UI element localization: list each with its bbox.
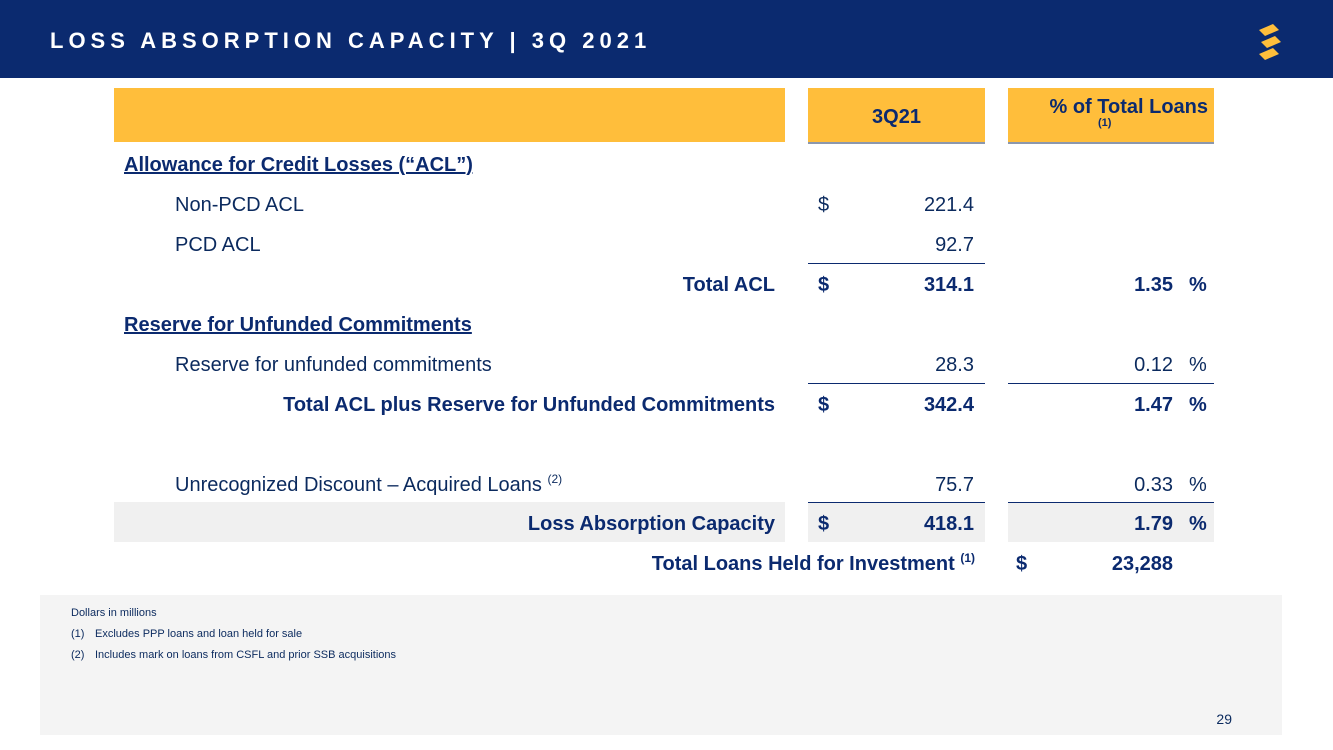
section-heading-acl: Allowance for Credit Losses (“ACL”) xyxy=(124,154,473,176)
row-pct-discount: 0.33 xyxy=(1134,474,1173,496)
row-pct-lac: 1.79 xyxy=(1134,513,1173,535)
column-underline xyxy=(1008,142,1214,144)
row-pct-sign-total-acl: % xyxy=(1189,274,1207,296)
row-pct-sign-lac: % xyxy=(1189,513,1207,535)
table-header-band xyxy=(114,88,785,142)
column-header-3q21: 3Q21 xyxy=(872,106,921,128)
footnote-1-number: (1) xyxy=(71,628,85,640)
header-bar xyxy=(0,0,1333,78)
footnote-1: Excludes PPP loans and loan held for sale xyxy=(95,628,303,640)
row-value-discount: 75.7 xyxy=(935,474,974,496)
row-value-total-reserve: 342.4 xyxy=(923,394,974,416)
row-value-lac: 418.1 xyxy=(923,513,974,535)
row-pct-total-reserve: 1.47 xyxy=(1134,394,1173,416)
subtotal-rule xyxy=(808,263,985,264)
row-label-total-loans-text: Total Loans Held for Investment xyxy=(651,553,955,575)
row-label-total-loans-note: (1) xyxy=(960,551,975,565)
footnote-units: Dollars in millions xyxy=(71,607,157,619)
row-value-non-pcd: 221.4 xyxy=(923,194,974,216)
row-pct-sign-reserve: % xyxy=(1189,354,1207,376)
row-label-lac: Loss Absorption Capacity xyxy=(527,513,775,535)
subtotal-rule xyxy=(1008,502,1214,503)
column-underline xyxy=(808,142,985,144)
row-label-total-loans xyxy=(450,553,975,576)
subtotal-rule xyxy=(808,383,985,384)
row-pct-sign-discount: % xyxy=(1189,474,1207,496)
footnotes-panel xyxy=(40,595,1282,735)
column-header-pct: % of Total Loans xyxy=(1049,96,1208,118)
row-dollar-total-reserve: $ xyxy=(818,394,830,416)
page-title: LOSS ABSORPTION CAPACITY | 3Q 2021 xyxy=(50,28,652,53)
row-label-discount xyxy=(175,474,562,497)
row-pct-reserve: 0.12 xyxy=(1134,354,1173,376)
row-pct-total-acl: 1.35 xyxy=(1134,274,1173,296)
row-dollar-lac: $ xyxy=(818,513,830,535)
subtotal-rule xyxy=(808,502,985,503)
footnote-2-number: (2) xyxy=(71,649,85,661)
row-dollar-total-loans: $ xyxy=(1016,553,1028,575)
subtotal-rule xyxy=(1008,383,1214,384)
row-label-total-reserve: Total ACL plus Reserve for Unfunded Commitments xyxy=(283,394,775,416)
row-value-total-acl: 314.1 xyxy=(923,274,974,296)
section-heading-reserve: Reserve for Unfunded Commitments xyxy=(124,314,472,336)
row-label-reserve: Reserve for unfunded commitments xyxy=(175,354,492,376)
row-label-discount-text: Unrecognized Discount – Acquired Loans xyxy=(175,474,542,496)
row-pct-sign-total-reserve: % xyxy=(1189,394,1207,416)
row-label-total-acl: Total ACL xyxy=(682,274,775,296)
ssb-logo-icon xyxy=(1253,22,1287,62)
row-value-reserve: 28.3 xyxy=(935,354,974,376)
row-label-pcd: PCD ACL xyxy=(175,234,261,256)
row-label-discount-note: (2) xyxy=(547,472,563,486)
row-dollar-total-acl: $ xyxy=(818,274,830,296)
page-number: 29 xyxy=(1216,711,1232,727)
column-header-pct-note: (1) xyxy=(1098,117,1112,129)
row-dollar-non-pcd: $ xyxy=(818,194,830,216)
row-value-total-loans: 23,288 xyxy=(1111,553,1173,575)
row-value-pcd: 92.7 xyxy=(935,234,974,256)
row-label-non-pcd: Non-PCD ACL xyxy=(175,194,304,216)
footnote-2: Includes mark on loans from CSFL and prior SSB acquisitions xyxy=(95,649,397,661)
